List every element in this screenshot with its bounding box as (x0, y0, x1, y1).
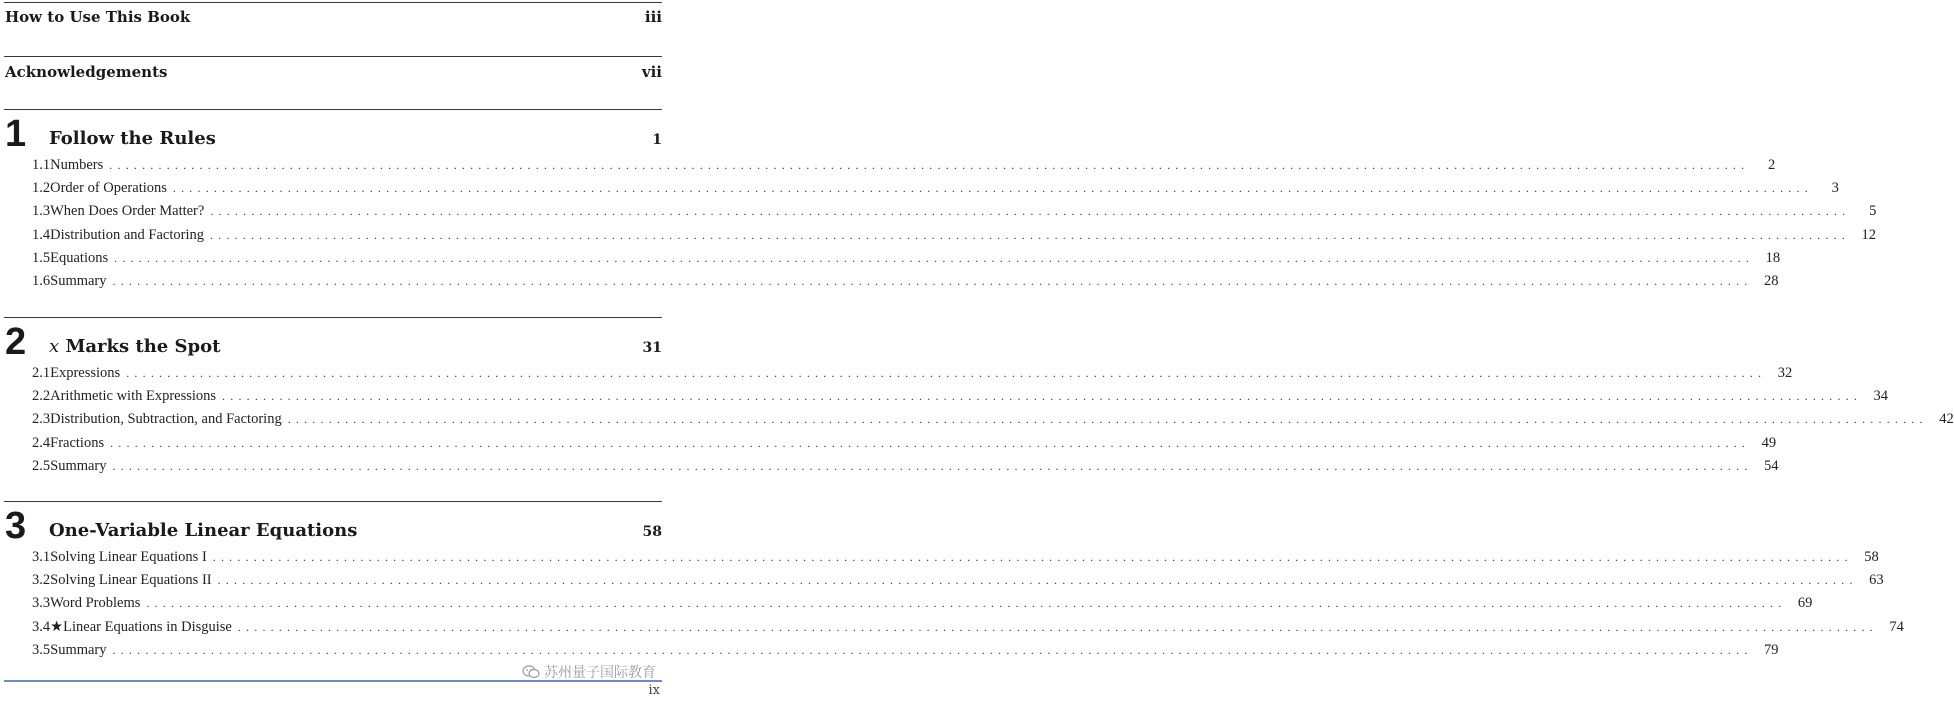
section-page: 12 (1861, 226, 1876, 243)
toc-entry[interactable] (32, 434, 1777, 458)
section-page: 74 (1889, 618, 1904, 635)
chapter-heading-1[interactable] (5, 113, 662, 155)
toc-entry[interactable] (32, 226, 1876, 250)
rule (4, 56, 662, 57)
dot-leader: ........................................................................................................................................................................................................ (112, 458, 1753, 473)
section-list (32, 549, 1904, 665)
section-number: 3.3 (32, 595, 51, 612)
chapter-title: One-Variable Linear Equations (49, 520, 358, 541)
section-number: 1.3 (32, 203, 51, 220)
toc-entry[interactable] (32, 157, 1776, 180)
dot-leader: ........................................................................................................................................................................................................ (110, 435, 1751, 450)
section-number: 2.4 (32, 434, 51, 451)
chapter-number: 1 (5, 113, 27, 155)
toc-entry[interactable] (32, 457, 1779, 481)
section-page: 2 (1768, 157, 1776, 173)
section-page: 5 (1869, 203, 1877, 220)
section-page: 3 (1831, 180, 1839, 197)
dot-leader: ........................................................................................................................................................................................................ (172, 181, 1813, 196)
section-page: 49 (1761, 434, 1777, 451)
section-page: 34 (1873, 388, 1889, 405)
front-title: Acknowledgements (5, 63, 168, 81)
section-page: 79 (1764, 641, 1779, 658)
section-number: 1.5 (32, 249, 51, 266)
section-number: 1.2 (32, 180, 51, 197)
section-number: 3.1 (32, 549, 51, 565)
chapter-title: x Marks the Spot (49, 336, 221, 357)
section-title: Summary (50, 457, 107, 474)
section-list (32, 157, 1877, 296)
section-title: When Does Order Matter? (50, 203, 205, 220)
footer-rule (4, 680, 662, 682)
section-title: Linear Equations in Disguise (63, 618, 232, 635)
toc-entry[interactable] (32, 411, 1954, 434)
section-number: 1.6 (32, 272, 51, 289)
section-page: 32 (1777, 365, 1793, 381)
chapter-rule (4, 109, 662, 110)
dot-leader: ........................................................................................................................................................................................................ (112, 642, 1753, 657)
toc-entry[interactable] (32, 249, 1781, 273)
section-title: Numbers (50, 157, 104, 173)
dot-leader: ........................................................................................................................................................................................................ (287, 412, 1928, 427)
chapter-number: 2 (5, 321, 27, 363)
chapter-rule (4, 501, 662, 502)
section-title: Summary (50, 272, 107, 289)
footer-page-number: ix (648, 683, 660, 698)
section-title: Summary (50, 641, 107, 658)
toc-entry[interactable] (32, 572, 1884, 595)
section-page: 63 (1869, 572, 1884, 589)
chapter-number: 3 (5, 505, 27, 547)
section-number: 3.5 (32, 641, 51, 658)
dot-leader: ........................................................................................................................................................................................................ (114, 250, 1755, 265)
toc-entry[interactable] (32, 180, 1839, 203)
section-number: 2.5 (32, 457, 51, 474)
section-page: 28 (1764, 272, 1779, 289)
dot-leader: ........................................................................................................................................................................................................ (210, 204, 1851, 219)
chapter-rule (4, 317, 662, 318)
chapter-page: 31 (642, 340, 662, 356)
section-page: 69 (1797, 595, 1813, 612)
section-number: 2.2 (32, 388, 51, 405)
watermark-text: 苏州量子国际教育 (544, 665, 656, 681)
section-title: Order of Operations (50, 180, 167, 197)
section-title: Word Problems (50, 595, 141, 612)
chapter-heading-2[interactable] (5, 321, 662, 363)
chapter-page: 58 (642, 524, 662, 540)
section-number: 1.4 (32, 226, 51, 243)
toc-entry[interactable] (32, 549, 1879, 572)
toc-entry[interactable] (32, 272, 1779, 296)
section-title: Equations (50, 249, 109, 266)
section-page: 18 (1765, 249, 1781, 266)
chapter-heading-3[interactable] (5, 505, 662, 547)
dot-leader: ........................................................................................................................................................................................................ (212, 550, 1853, 564)
toc-entry-how-to-use[interactable] (5, 8, 662, 26)
section-number: 2.3 (32, 411, 51, 428)
section-page: 54 (1764, 457, 1779, 474)
chapter-page: 1 (652, 132, 662, 148)
toc-entry[interactable] (32, 388, 1889, 411)
chapter-title: Follow the Rules (49, 128, 216, 149)
toc-entry-acknowledgements[interactable] (5, 63, 662, 81)
dot-leader: ........................................................................................................................................................................................................ (109, 158, 1750, 172)
section-number: 3.4★ (32, 618, 64, 635)
wechat-icon (522, 665, 540, 679)
front-page: vii (641, 63, 662, 81)
front-title: How to Use This Book (5, 8, 191, 26)
section-page: 58 (1864, 549, 1879, 565)
section-number: 2.1 (32, 365, 51, 381)
dot-leader: ........................................................................................................................................................................................................ (146, 596, 1787, 611)
section-title: Solving Linear Equations I (50, 549, 207, 565)
section-number: 3.2 (32, 572, 51, 589)
section-list (32, 365, 1954, 481)
dot-leader: ........................................................................................................................................................................................................ (209, 227, 1850, 242)
dot-leader: ........................................................................................................................................................................................................ (237, 619, 1878, 634)
section-title: Distribution and Factoring (50, 226, 204, 243)
top-rule (4, 2, 662, 3)
section-title: Fractions (50, 434, 105, 451)
section-title: Arithmetic with Expressions (50, 388, 217, 405)
dot-leader: ........................................................................................................................................................................................................ (112, 273, 1753, 288)
chapter-title-variable: x (49, 336, 60, 357)
watermark (522, 662, 656, 682)
dot-leader: ........................................................................................................................................................................................................ (222, 389, 1863, 404)
section-page: 42 (1939, 411, 1954, 428)
section-title: Solving Linear Equations II (50, 572, 212, 589)
section-title: Expressions (50, 365, 121, 381)
dot-leader: ........................................................................................................................................................................................................ (217, 573, 1858, 588)
front-page: iii (644, 8, 662, 26)
toc-entry[interactable] (32, 595, 1813, 618)
toc-entry[interactable] (32, 365, 1793, 388)
toc-entry[interactable] (32, 618, 1904, 642)
section-title: Distribution, Subtraction, and Factoring (50, 411, 282, 428)
toc-entry[interactable] (32, 203, 1877, 226)
section-number: 1.1 (32, 157, 51, 173)
dot-leader: ........................................................................................................................................................................................................ (126, 366, 1767, 380)
